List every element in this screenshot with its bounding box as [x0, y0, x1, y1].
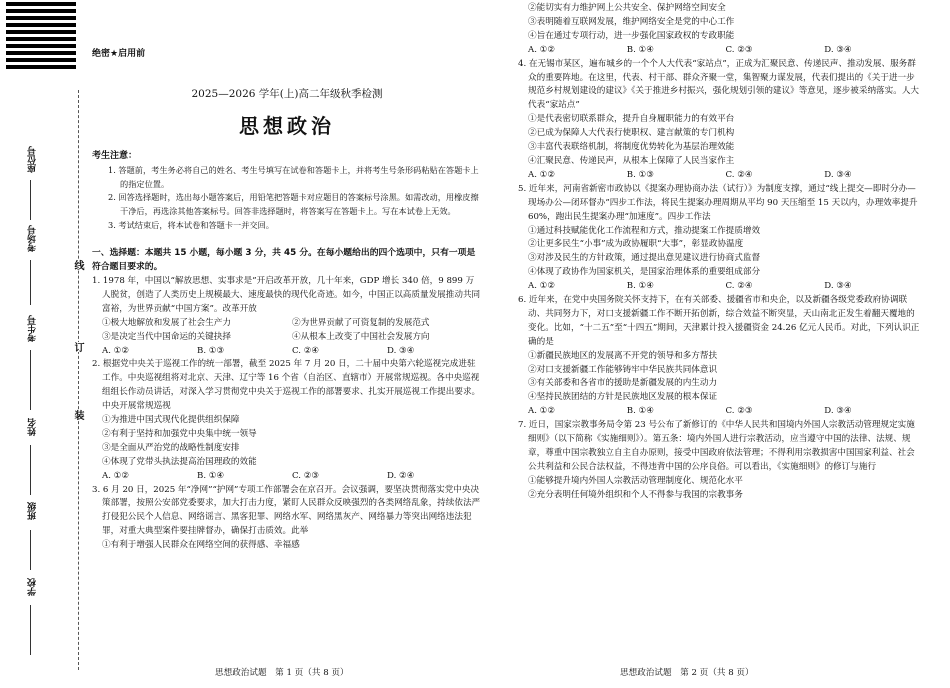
question-5-choices [518, 280, 923, 294]
option: ③丰富代表联络机制，将制度优势转化为基层治理效能 [528, 142, 735, 153]
notice-item: 1. 答题前，考生务必将自己的姓名、考生号填写在试卷和答题卡上，并将考生号条形码粘贴在答题卡上的指定位置。 [108, 164, 479, 189]
name-label: 姓名 [28, 418, 38, 436]
choice: A. ①② [102, 470, 130, 481]
exam-no-line [30, 350, 31, 410]
choice: C. ②③ [292, 470, 320, 481]
secret-mark: 绝密★启用前 [92, 49, 146, 59]
question-1-choices [92, 345, 482, 359]
choice: D. ③④ [824, 281, 852, 292]
page-2 [518, 2, 923, 503]
school-line [30, 605, 31, 655]
option: ①为推进中国式现代化提供组织保障 [102, 415, 240, 426]
question-3-choices [518, 44, 923, 58]
choice: B. ①④ [626, 406, 654, 417]
question-3-text: 3. 6 月 20 日，2025 年“净网”“护网”专项工作部署会在京召开。会议强调，要坚决贯彻落实党中央决策部署，按照公安部党委要求，加大打击力度，紧盯人民群众反映强烈的各类网络乱象，持续依法严打侵犯公民个人信息、网络谣言、黑客犯罪、网络水军、网络黑灰产、网络暴力等突出网络违法犯罪，对重大典型案件要挂牌督办，确保打击质效。此举 [92, 484, 481, 537]
option: ④旨在通过专项行动，进一步强化国家政权的专政职能 [528, 30, 735, 41]
option: ①极大地解放和发展了社会生产力 [102, 317, 231, 328]
option: ①能够提升境内外国人宗教活动管理制度化、规范化水平 [528, 475, 743, 486]
option: ④坚持民族团结的方针是民族地区发展的根本保证 [528, 392, 718, 403]
option: ②能切实有力维护网上公共安全、保护网络空间安全 [528, 3, 726, 13]
choice: B. ①③ [626, 169, 654, 180]
section-heading: 一、选择题：本题共 15 小题，每小题 3 分，共 45 分。在每小题给出的四个选项中，只有一项是符合题目要求的。 [92, 248, 476, 273]
question-2-choices [92, 470, 482, 484]
option: ②让更多民生“小事”成为政协履职“大事”，彰显政协温度 [528, 239, 744, 250]
option: ③是全面从严治党的战略性制度安排 [102, 442, 240, 453]
subject-title: 思想政治 [239, 113, 335, 138]
cut-bind-char: 装 [72, 410, 83, 420]
choice: A. ①② [528, 281, 556, 292]
choice: D. ③④ [824, 169, 852, 180]
name-line [30, 445, 31, 495]
choice: A. ①② [528, 44, 556, 55]
question-6-text: 6. 近年来，在党中央国务院关怀支持下，在有关部委、援疆省市和央企，以及新疆各级党委政府协调联动、共同努力下，对口支援新疆工作不断开拓创新，综合效益不断突显，天山南北正发生着翻天覆地的变化。比如，“十二五”至“十四五”期间，天津累计投入援疆资金 24.26 亿元人民币。对此，下列认识正确的是 [518, 295, 920, 347]
page-1-footer: 思想政治试题 第 1 页（共 8 页） [215, 668, 349, 678]
choice: A. ①② [528, 169, 556, 180]
class-label: 班级 [28, 502, 38, 520]
cut-dashed-line [78, 90, 79, 670]
option: ②已成为保障人大代表行使职权、建言献策的专门机构 [528, 128, 735, 139]
choice: C. ②④ [725, 281, 753, 292]
cut-seal-char: 订 [72, 342, 83, 352]
choice: D. ③④ [387, 345, 415, 356]
option: ②有利于坚持和加强党中央集中统一领导 [102, 428, 257, 439]
choice: C. ②③ [725, 44, 753, 55]
choice: C. ②④ [725, 169, 753, 180]
question-4-text: 4. 在无锡市某区，遍布城乡的一个个人大代表“家站点”，正成为汇聚民意、传递民声、推动发展、服务群众的重要阵地。在这里，代表、村干部、群众齐聚一堂，集智聚力谋发展，代表们提出的《关于进一步规范乡村规划建设的建议》《关于推进乡村振兴，强化规划引领的建议》等意见，逐步被采纳落实。人大代表“家站点” [518, 58, 920, 111]
notice-item: 3. 考试结束后，将本试卷和答题卡一并交回。 [108, 220, 274, 231]
seat-line [30, 180, 31, 220]
option: ④汇聚民意、传递民声，从根本上保障了人民当家作主 [528, 155, 735, 166]
choice: D. ③④ [824, 406, 852, 417]
option: ④从根本上改变了中国社会发展方向 [292, 331, 430, 342]
choice: D. ②④ [387, 470, 415, 481]
binding-stripes [6, 2, 76, 72]
question-6-choices [518, 405, 923, 419]
option: ③有关部委和各省市的援助是新疆发展的内生动力 [528, 378, 718, 389]
choice: A. ①② [102, 345, 130, 356]
option: ①是代表密切联系群众，提升自身履职能力的有效平台 [528, 114, 735, 125]
option: ③对涉及民生的方针政策，通过提出意见建议进行协商式监督 [528, 253, 761, 264]
option: ②对口支援新疆工作能够铸牢中华民族共同体意识 [528, 364, 718, 375]
question-5-text: 5. 近年来，河南省新密市政协以《提案办理协商办法（试行）》为制度支撑，通过“线上提交—即时分办—现场办公—闭环督办”四步工作法，将民生提案办理周期从平均 90 天压缩至 15 天以内，办理效率提升 60%，跑出民生提案办理“加速度”。四步工作法 [518, 183, 918, 222]
option: ①通过科技赋能优化工作流程和方式，推动提案工作提质增效 [528, 225, 761, 236]
option: ①有利于增强人民群众在网络空间的获得感、幸福感 [102, 540, 300, 551]
cut-line-char: 线 [72, 260, 83, 270]
choice: A. ①② [528, 406, 556, 417]
choice: B. ①③ [197, 345, 225, 356]
question-4-choices [518, 169, 923, 183]
question-2-text: 2. 根据党中央关于巡视工作的统一部署，截至 2025 年 7 月 20 日，二十届中央第六轮巡视完成进驻工作。中央巡视组将对北京、天津、辽宁等 16 个省（自治区、直辖市）开展常规巡视。各中央巡视组组长作动员讲话，对深入学习贯彻党中央关于巡视工作的部署要求、扎实开展巡视工作提出要求。中央开展常规巡视 [92, 359, 481, 412]
room-label: 考场号 [28, 225, 38, 252]
option: ②充分表明任何境外组织和个人不得参与我国的宗教事务 [528, 489, 743, 500]
seat-label: 座位号 [28, 146, 38, 173]
option: ③是决定当代中国命运的关键抉择 [102, 331, 231, 342]
notice-item: 2. 回答选择题时，选出每小题答案后，用铅笔把答题卡对应题目的答案标号涂黑。如需改动，用橡皮擦干净后，再选涂其他答案标号。回答非选择题时，将答案写在答题卡上。写在本试卷上无效。 [108, 192, 479, 217]
question-1-options [92, 317, 482, 345]
question-1-text: 1. 1978 年，中国以“解放思想、实事求是”开启改革开放，几十年来，GDP 增长 340 倍，9 899 万人脱贫，创造了人类历史上规模最大、速度最快的现代化奇迹。如今，中国正以高质量发展推动共同富裕，为世界贡献“中国方案”。改革开放 [92, 275, 481, 314]
class-line [30, 530, 31, 570]
notice-heading: 考生注意： [92, 150, 138, 161]
choice: B. ①④ [197, 470, 225, 481]
choice: B. ①④ [626, 44, 654, 55]
exam-title: 2025—2026 学年(上)高二年级秋季检测 [191, 87, 383, 100]
option: ③表明随着互联网发展，维护网络安全是党的中心工作 [528, 16, 735, 27]
binding-margin [0, 80, 90, 680]
option: ②为世界贡献了可资复制的发展范式 [292, 317, 430, 328]
exam-no-label: 考生号 [28, 315, 38, 342]
choice: B. ①④ [626, 281, 654, 292]
page-2-footer: 思想政治试题 第 2 页（共 8 页） [620, 668, 754, 678]
room-line [30, 260, 31, 305]
option: ①新疆民族地区的发展离不开党的领导和多方帮扶 [528, 350, 718, 361]
school-label: 学校 [28, 578, 38, 596]
option: ④体现了政协作为国家机关，是国家治理体系的重要组成部分 [528, 267, 761, 278]
option: ④体现了党带头执法提高治国理政的效能 [102, 456, 257, 467]
choice: C. ②③ [725, 406, 753, 417]
choice: C. ②④ [292, 345, 320, 356]
choice: D. ③④ [824, 44, 852, 55]
page-1 [92, 48, 482, 553]
question-7-text: 7. 近日，国家宗教事务局令第 23 号公布了新修订的《中华人民共和国境内外国人宗教活动管理规定实施细则》（以下简称《实施细则》）。第五条：境内外国人进行宗教活动，应当遵守中国的法律、法规、规章，尊重中国宗教独立自主自办原则，接受中国政府依法管理；不得利用宗教损害中国国家利益、社会公共利益和公民合法权益，不得违背中国的公序良俗。可以看出，《实施细则》的修订与施行 [518, 420, 915, 472]
